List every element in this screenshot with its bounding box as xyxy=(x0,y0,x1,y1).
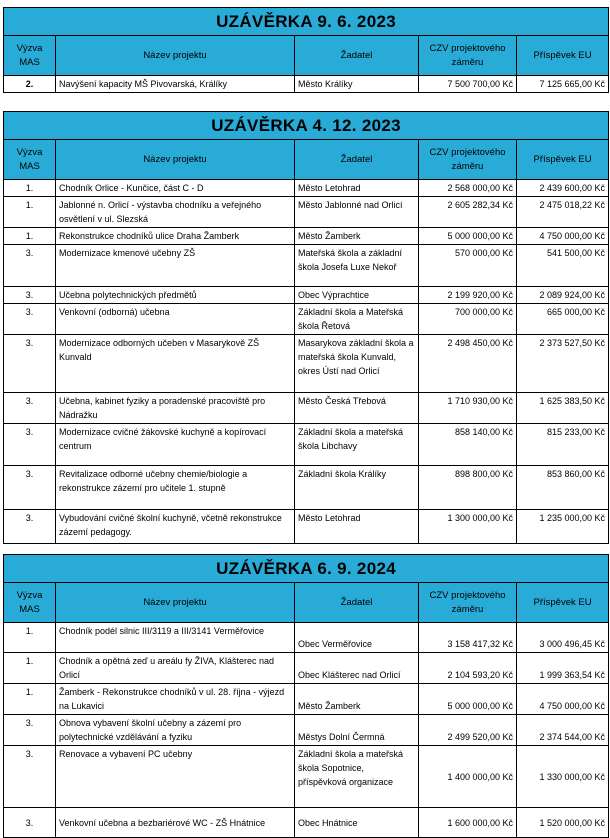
col-header-nazev: Název projektu xyxy=(56,583,295,623)
col-header-nazev: Název projektu xyxy=(56,36,295,76)
cell-zadatel: Město Česká Třebová xyxy=(295,393,419,424)
cell-vyzva: 3. xyxy=(4,245,56,287)
cell-nazev: Modernizace odborných učeben v Masarykově ZŠ Kunvald xyxy=(56,335,295,393)
cell-zadatel: Město Králíky xyxy=(295,76,419,93)
cell-nazev: Vybudování cvičné školní kuchyně, včetně rekonstrukce zázemí pedagogy. xyxy=(56,510,295,544)
col-header-czv: CZV projektového záměru xyxy=(419,583,517,623)
cell-czv: 700 000,00 Kč xyxy=(419,304,517,335)
col-header-vyzva: Výzva MAS xyxy=(4,36,56,76)
cell-nazev: Rekonstrukce chodníků ulice Draha Žamberk xyxy=(56,228,295,245)
table-row xyxy=(4,424,609,466)
cell-zadatel: Město Letohrad xyxy=(295,510,419,544)
cell-prispevek: 815 233,00 Kč xyxy=(517,424,609,466)
section-2023-06 xyxy=(3,7,608,93)
cell-nazev: Jablonné n. Orlicí - výstavba chodníku a veřejného osvětlení v ul. Slezská xyxy=(56,197,295,228)
section-title: UZÁVĚRKA 6. 9. 2024 xyxy=(4,555,609,583)
cell-zadatel: Základní škola a Mateřská škola Řetová xyxy=(295,304,419,335)
cell-prispevek: 7 125 665,00 Kč xyxy=(517,76,609,93)
cell-czv: 858 140,00 Kč xyxy=(419,424,517,466)
table-row xyxy=(4,287,609,304)
cell-vyzva: 3. xyxy=(4,393,56,424)
cell-prispevek: 1 625 383,50 Kč xyxy=(517,393,609,424)
cell-czv: 7 500 700,00 Kč xyxy=(419,76,517,93)
cell-czv: 5 000 000,00 Kč xyxy=(419,684,517,715)
cell-nazev: Modernizace kmenové učebny ZŠ xyxy=(56,245,295,287)
table-row xyxy=(4,653,609,684)
cell-vyzva: 2. xyxy=(4,76,56,93)
table-row xyxy=(4,466,609,510)
cell-czv: 1 400 000,00 Kč xyxy=(419,746,517,808)
cell-prispevek: 2 439 600,00 Kč xyxy=(517,180,609,197)
col-header-nazev: Název projektu xyxy=(56,140,295,180)
section-2024-09 xyxy=(3,554,608,838)
section-title: UZÁVĚRKA 9. 6. 2023 xyxy=(4,8,609,36)
cell-zadatel: Město Jablonné nad Orlicí xyxy=(295,197,419,228)
col-header-vyzva: Výzva MAS xyxy=(4,140,56,180)
table-row xyxy=(4,304,609,335)
cell-zadatel: Základní škola Králíky xyxy=(295,466,419,510)
cell-vyzva: 3. xyxy=(4,466,56,510)
cell-zadatel: Základní škola a mateřská škola Sopotnice, příspěvková organizace xyxy=(295,746,419,808)
cell-zadatel: Město Žamberk xyxy=(295,228,419,245)
cell-czv: 1 600 000,00 Kč xyxy=(419,808,517,838)
table-row xyxy=(4,335,609,393)
cell-vyzva: 3. xyxy=(4,304,56,335)
cell-nazev: Revitalizace odborné učebny chemie/biologie a rekonstrukce zázemí pro učitele 1. stupně xyxy=(56,466,295,510)
col-header-prispevek: Příspěvek EU xyxy=(517,140,609,180)
col-header-prispevek: Příspěvek EU xyxy=(517,36,609,76)
cell-nazev: Chodník Orlice - Kunčice, část C - D xyxy=(56,180,295,197)
cell-nazev: Učebna polytechnických předmětů xyxy=(56,287,295,304)
cell-nazev: Chodník podél silnic III/3119 a III/3141 Verměřovice xyxy=(56,623,295,653)
col-header-czv: CZV projektového záměru xyxy=(419,36,517,76)
cell-prispevek: 4 750 000,00 Kč xyxy=(517,684,609,715)
col-header-czv: CZV projektového záměru xyxy=(419,140,517,180)
cell-czv: 2 499 520,00 Kč xyxy=(419,715,517,746)
cell-czv: 898 800,00 Kč xyxy=(419,466,517,510)
cell-vyzva: 1. xyxy=(4,197,56,228)
cell-vyzva: 1. xyxy=(4,653,56,684)
cell-nazev: Venkovní učebna a bezbariérové WC - ZŠ Hnátnice xyxy=(56,808,295,838)
cell-czv: 3 158 417,32 Kč xyxy=(419,623,517,653)
table-row xyxy=(4,245,609,287)
cell-czv: 1 300 000,00 Kč xyxy=(419,510,517,544)
cell-prispevek: 3 000 496,45 Kč xyxy=(517,623,609,653)
cell-nazev: Obnova vybavení školní učebny a zázemí pro polytechnické vzdělávání a fyziku xyxy=(56,715,295,746)
table-row xyxy=(4,510,609,544)
table-row xyxy=(4,715,609,746)
cell-nazev: Navýšení kapacity MŠ Pivovarská, Králíky xyxy=(56,76,295,93)
cell-prispevek: 2 374 544,00 Kč xyxy=(517,715,609,746)
col-header-zadatel: Žadatel xyxy=(295,583,419,623)
table-row xyxy=(4,623,609,653)
cell-vyzva: 3. xyxy=(4,808,56,838)
cell-prispevek: 2 089 924,00 Kč xyxy=(517,287,609,304)
cell-prispevek: 1 235 000,00 Kč xyxy=(517,510,609,544)
table-row xyxy=(4,180,609,197)
cell-zadatel: Obec Verměřovice xyxy=(295,623,419,653)
cell-prispevek: 4 750 000,00 Kč xyxy=(517,228,609,245)
cell-prispevek: 1 330 000,00 Kč xyxy=(517,746,609,808)
section-title: UZÁVĚRKA 4. 12. 2023 xyxy=(4,112,609,140)
cell-zadatel: Město Letohrad xyxy=(295,180,419,197)
cell-zadatel: Obec Výprachtice xyxy=(295,287,419,304)
cell-zadatel: Mateřská škola a základní škola Josefa Luxe Nekoř xyxy=(295,245,419,287)
cell-vyzva: 3. xyxy=(4,746,56,808)
table-row xyxy=(4,684,609,715)
col-header-zadatel: Žadatel xyxy=(295,140,419,180)
col-header-zadatel: Žadatel xyxy=(295,36,419,76)
cell-prispevek: 2 373 527,50 Kč xyxy=(517,335,609,393)
cell-vyzva: 1. xyxy=(4,623,56,653)
cell-zadatel: Obec Klášterec nad Orlicí xyxy=(295,653,419,684)
cell-vyzva: 3. xyxy=(4,287,56,304)
cell-czv: 570 000,00 Kč xyxy=(419,245,517,287)
cell-zadatel: Město Žamberk xyxy=(295,684,419,715)
cell-czv: 2 568 000,00 Kč xyxy=(419,180,517,197)
cell-zadatel: Masarykova základní škola a mateřská škola Kunvald, okres Ústí nad Orlicí xyxy=(295,335,419,393)
cell-nazev: Modernizace cvičné žákovské kuchyně a kopírovací centrum xyxy=(56,424,295,466)
cell-vyzva: 1. xyxy=(4,228,56,245)
cell-prispevek: 2 475 018,22 Kč xyxy=(517,197,609,228)
cell-vyzva: 3. xyxy=(4,510,56,544)
cell-nazev: Učebna, kabinet fyziky a poradenské pracoviště pro Nádražku xyxy=(56,393,295,424)
cell-czv: 1 710 930,00 Kč xyxy=(419,393,517,424)
cell-zadatel: Základní škola a mateřská škola Libchavy xyxy=(295,424,419,466)
table-row xyxy=(4,808,609,838)
cell-vyzva: 1. xyxy=(4,180,56,197)
cell-nazev: Chodník a opětná zeď u areálu fy ŽIVA, Klášterec nad Orlicí xyxy=(56,653,295,684)
cell-nazev: Žamberk - Rekonstrukce chodníků v ul. 28. října - výjezd na Lukavici xyxy=(56,684,295,715)
cell-nazev: Renovace a vybavení PC učebny xyxy=(56,746,295,808)
cell-nazev: Venkovní (odborná) učebna xyxy=(56,304,295,335)
cell-czv: 2 104 593,20 Kč xyxy=(419,653,517,684)
cell-prispevek: 1 520 000,00 Kč xyxy=(517,808,609,838)
cell-vyzva: 3. xyxy=(4,335,56,393)
cell-prispevek: 665 000,00 Kč xyxy=(517,304,609,335)
cell-vyzva: 1. xyxy=(4,684,56,715)
cell-czv: 2 498 450,00 Kč xyxy=(419,335,517,393)
cell-zadatel: Městys Dolní Čermná xyxy=(295,715,419,746)
cell-prispevek: 853 860,00 Kč xyxy=(517,466,609,510)
section-2023-12 xyxy=(3,111,608,544)
cell-prispevek: 1 999 363,54 Kč xyxy=(517,653,609,684)
table-row xyxy=(4,197,609,228)
cell-czv: 5 000 000,00 Kč xyxy=(419,228,517,245)
col-header-prispevek: Příspěvek EU xyxy=(517,583,609,623)
table-row xyxy=(4,76,609,93)
col-header-vyzva: Výzva MAS xyxy=(4,583,56,623)
cell-czv: 2 605 282,34 Kč xyxy=(419,197,517,228)
cell-zadatel: Obec Hnátnice xyxy=(295,808,419,838)
table-row xyxy=(4,746,609,808)
table-row xyxy=(4,393,609,424)
table-row xyxy=(4,228,609,245)
cell-vyzva: 3. xyxy=(4,424,56,466)
cell-prispevek: 541 500,00 Kč xyxy=(517,245,609,287)
cell-czv: 2 199 920,00 Kč xyxy=(419,287,517,304)
cell-vyzva: 3. xyxy=(4,715,56,746)
